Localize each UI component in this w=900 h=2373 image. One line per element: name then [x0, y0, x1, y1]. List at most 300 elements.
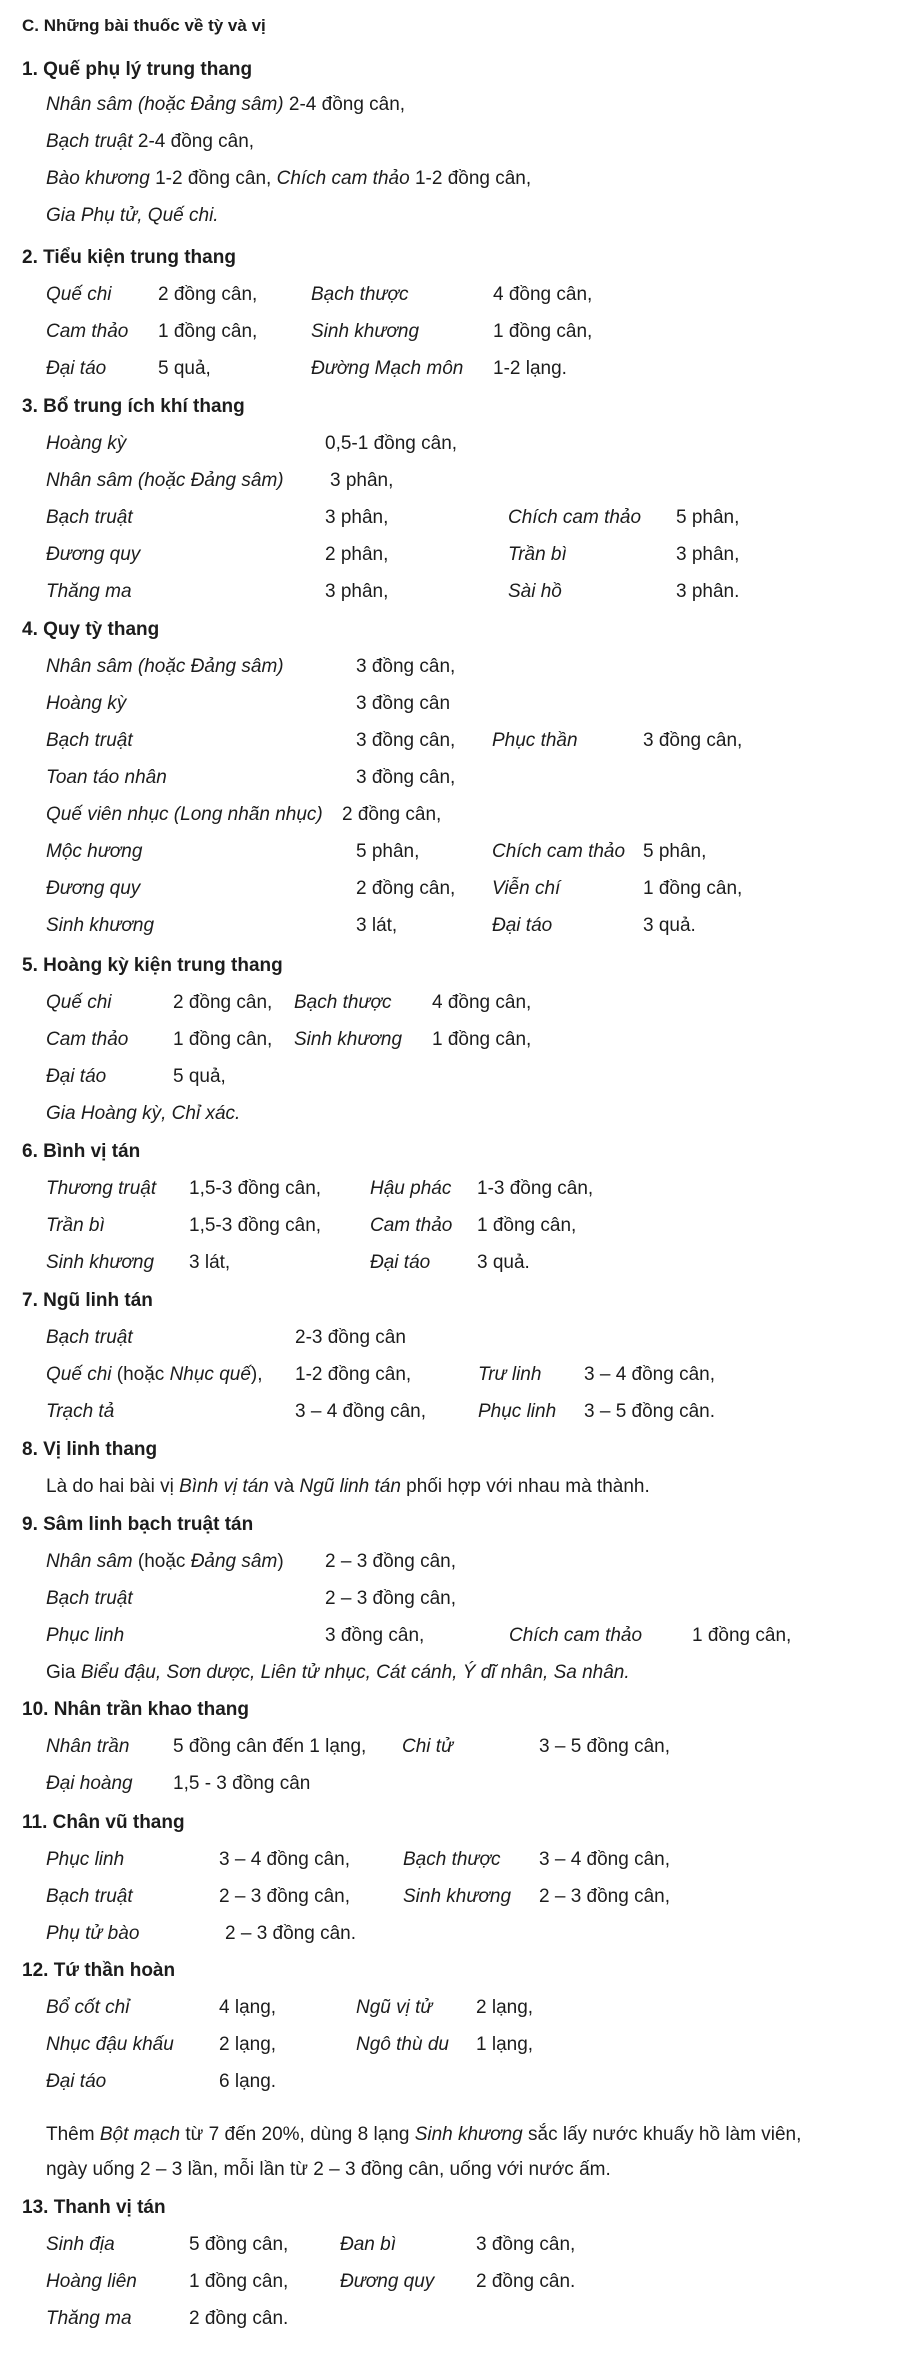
section-title: 2. Tiểu kiện trung thang — [22, 247, 236, 268]
text-segment: 3 đồng cân, — [356, 767, 456, 788]
text-segment: 2 lạng, — [219, 2034, 277, 2055]
dosage-cell — [325, 1624, 424, 1648]
text-segment: 3 quả. — [643, 915, 696, 936]
text-segment: 3 phân, — [330, 470, 394, 491]
ingredient-cell — [403, 1885, 511, 1909]
text-segment: Hoàng kỳ — [46, 433, 127, 454]
ingredient-cell — [46, 1550, 284, 1574]
ingredient-cell — [46, 1214, 105, 1238]
text-segment: 1 lạng, — [476, 2034, 534, 2055]
text-segment: Bào khương — [46, 168, 150, 189]
dosage-cell — [476, 2233, 575, 2257]
text-segment: 1-2 đồng cân, — [409, 168, 532, 189]
dosage-cell — [330, 469, 393, 493]
text-segment: Nhục quế — [169, 1364, 251, 1385]
dosage-cell — [173, 1028, 272, 1052]
text-segment: Là do hai bài vị — [46, 1476, 180, 1497]
text-segment: 3 đồng cân, — [643, 730, 743, 751]
ingredient-cell — [46, 1661, 630, 1685]
dosage-cell — [189, 2270, 288, 2294]
dosage-cell — [584, 1363, 715, 1387]
text-segment: 1-2 lạng. — [493, 358, 567, 379]
text-segment: 3 – 4 đồng cân, — [584, 1364, 715, 1385]
text-segment: Đại táo — [46, 2071, 107, 2092]
text-segment: Thăng ma — [46, 2308, 132, 2329]
text-segment: Toan táo nhân — [46, 767, 167, 788]
ingredient-cell — [508, 543, 567, 567]
text-segment: 4 lạng, — [219, 1997, 277, 2018]
ingredient-cell — [478, 1363, 541, 1387]
ingredient-cell — [46, 2070, 106, 2094]
text-segment: và — [268, 1476, 300, 1497]
text-segment: 1,5-3 đồng cân, — [189, 1178, 322, 1199]
ingredient-cell — [370, 1214, 452, 1238]
text-segment: 1-2 đồng cân, — [295, 1364, 412, 1385]
text-segment: Ngũ linh tán — [299, 1476, 401, 1497]
dosage-cell — [476, 2033, 533, 2057]
text-segment: Sinh khương — [311, 321, 420, 342]
text-segment: 1 đồng cân, — [189, 2271, 289, 2292]
text-segment: 5 quả, — [173, 1066, 226, 1087]
dosage-cell — [356, 655, 455, 679]
dosage-cell — [643, 729, 742, 753]
text-segment: 3 phân, — [325, 581, 389, 602]
text-segment: Phục linh — [46, 1625, 125, 1646]
dosage-cell — [356, 766, 455, 790]
ingredient-cell — [403, 1848, 500, 1872]
text-segment: Đường Mạch môn — [311, 358, 464, 379]
text-segment: ), — [250, 1364, 263, 1385]
text-segment: Đại táo — [370, 1252, 431, 1273]
text-segment: 2 đồng cân, — [173, 992, 273, 1013]
text-segment: Hoàng liên — [46, 2271, 137, 2292]
text-segment: Bạch thược — [311, 284, 409, 305]
ingredient-cell — [46, 167, 531, 191]
ingredient-cell — [46, 506, 133, 530]
section-title: 6. Bình vị tán — [22, 1141, 141, 1162]
ingredient-cell — [370, 1251, 430, 1275]
text-segment: 4 đồng cân, — [432, 992, 532, 1013]
text-segment: Bạch thược — [403, 1849, 501, 1870]
text-segment: Bạch truật — [46, 1588, 133, 1609]
dosage-cell — [356, 877, 455, 901]
text-segment: 2 – 3 đồng cân, — [325, 1588, 456, 1609]
text-segment: Viễn chí — [492, 878, 561, 899]
text-segment: Đại táo — [46, 358, 107, 379]
text-segment: 3 lát, — [356, 915, 398, 936]
dosage-cell — [173, 1735, 366, 1759]
text-segment: Quế viên nhục (Long nhãn nhục) — [46, 804, 323, 825]
text-segment: 3 đồng cân — [356, 693, 451, 714]
ingredient-cell — [294, 991, 391, 1015]
ingredient-cell — [46, 729, 133, 753]
text-segment: Sinh địa — [46, 2234, 115, 2255]
dosage-cell — [189, 1177, 321, 1201]
text-segment: Bình vị tán — [179, 1476, 269, 1497]
dosage-cell — [158, 357, 211, 381]
dosage-cell — [189, 1251, 230, 1275]
text-segment: Nhân sâm — [46, 1551, 133, 1572]
text-segment: Thương truật — [46, 1178, 157, 1199]
dosage-cell — [356, 692, 450, 716]
text-segment: 1,5 - 3 đồng cân — [173, 1773, 311, 1794]
ingredient-cell — [46, 1885, 133, 1909]
text-segment: Phục linh — [46, 1849, 125, 1870]
text-segment: 1 đồng cân, — [692, 1625, 792, 1646]
document-heading: C. Những bài thuốc về tỳ và vị — [22, 16, 266, 35]
ingredient-cell — [46, 766, 167, 790]
dosage-cell — [676, 543, 739, 567]
text-segment: 5 đồng cân đến 1 lạng, — [173, 1736, 367, 1757]
ingredient-cell — [46, 1251, 154, 1275]
text-segment: Bột mạch — [99, 2124, 181, 2145]
text-segment: (hoặc — [132, 1551, 191, 1572]
text-segment: Bạch truật — [46, 507, 133, 528]
text-segment: Bạch truật — [46, 730, 133, 751]
text-segment: Bạch thược — [294, 992, 392, 1013]
ingredient-cell — [46, 803, 323, 827]
text-segment: (hoặc — [111, 1364, 170, 1385]
ingredient-cell — [46, 1065, 106, 1089]
text-segment: Quế chi — [46, 284, 112, 305]
dosage-cell — [295, 1363, 411, 1387]
ingredient-cell — [46, 2307, 132, 2331]
text-segment: 3 đồng cân, — [356, 730, 456, 751]
text-segment: 3 – 5 đồng cân, — [539, 1736, 670, 1757]
ingredient-cell — [46, 543, 140, 567]
text-segment: Phục linh — [478, 1401, 557, 1422]
text-segment: 2 – 3 đồng cân. — [225, 1923, 356, 1944]
dosage-cell — [476, 1996, 533, 2020]
text-segment: 1 đồng cân, — [643, 878, 743, 899]
dosage-cell — [219, 1885, 350, 1909]
dosage-cell — [219, 1848, 350, 1872]
ingredient-cell — [492, 840, 625, 864]
dosage-cell — [356, 729, 455, 753]
dosage-cell — [692, 1624, 791, 1648]
text-segment: 2 đồng cân. — [476, 2271, 576, 2292]
text-segment: Phụ tử bào — [46, 1923, 140, 1944]
ingredient-cell — [492, 729, 578, 753]
ingredient-cell — [46, 2123, 801, 2147]
text-segment: 3 phân, — [325, 507, 389, 528]
ingredient-cell — [340, 2233, 396, 2257]
dosage-cell — [477, 1251, 530, 1275]
dosage-cell — [173, 1772, 310, 1796]
text-segment: Gia Phụ tử, Quế chi. — [46, 205, 219, 226]
ingredient-cell — [46, 991, 111, 1015]
text-segment: 1 đồng cân, — [477, 1215, 577, 1236]
text-segment: 2 đồng cân, — [158, 284, 258, 305]
dosage-cell — [158, 320, 257, 344]
dosage-cell — [173, 991, 272, 1015]
text-segment: 2 – 3 đồng cân, — [219, 1886, 350, 1907]
text-segment: 6 lạng. — [219, 2071, 277, 2092]
ingredient-cell — [492, 877, 560, 901]
text-segment: Nhân sâm (hoặc Đảng sâm) — [46, 94, 284, 115]
dosage-cell — [325, 1550, 456, 1574]
dosage-cell — [219, 1996, 276, 2020]
section-title: 1. Quế phụ lý trung thang — [22, 59, 253, 80]
ingredient-cell — [46, 1996, 129, 2020]
dosage-cell — [539, 1735, 670, 1759]
text-segment: Trần bì — [46, 1215, 105, 1236]
ingredient-cell — [294, 1028, 402, 1052]
text-segment: Nhân trần — [46, 1736, 130, 1757]
dosage-cell — [584, 1400, 715, 1424]
text-segment: 2 – 3 đồng cân, — [539, 1886, 670, 1907]
dosage-cell — [325, 580, 388, 604]
ingredient-cell — [46, 1587, 133, 1611]
text-segment: Phục thần — [492, 730, 578, 751]
dosage-cell — [158, 283, 257, 307]
text-segment: Gia — [46, 1662, 81, 1683]
dosage-cell — [493, 283, 592, 307]
text-segment: Ngô thù du — [356, 2034, 449, 2055]
text-segment: 5 phân, — [643, 841, 707, 862]
ingredient-cell — [356, 2033, 449, 2057]
dosage-cell — [325, 1587, 456, 1611]
text-segment: Chích cam thảo — [508, 507, 642, 528]
text-segment: Đại táo — [492, 915, 553, 936]
text-segment: từ 7 đến 20%, dùng 8 lạng — [180, 2124, 415, 2145]
ingredient-cell — [46, 1400, 114, 1424]
ingredient-cell — [46, 2233, 115, 2257]
section-title: 4. Quy tỳ thang — [22, 619, 160, 640]
text-segment: Mộc hương — [46, 841, 143, 862]
text-segment: Ngũ vị tử — [356, 1997, 433, 2018]
dosage-cell — [295, 1326, 406, 1350]
ingredient-cell — [46, 692, 126, 716]
text-segment: 5 phân, — [356, 841, 420, 862]
ingredient-cell — [46, 2158, 611, 2182]
ingredient-cell — [46, 840, 142, 864]
text-segment: Nhục đậu khấu — [46, 2034, 174, 2055]
dosage-cell — [356, 840, 419, 864]
text-segment: 2-4 đồng cân, — [132, 131, 255, 152]
ingredient-cell — [508, 506, 641, 530]
ingredient-cell — [509, 1624, 642, 1648]
ingredient-cell — [311, 357, 463, 381]
text-segment: Nhân sâm (hoặc Đảng sâm) — [46, 656, 284, 677]
text-segment: Đảng sâm — [190, 1551, 278, 1572]
text-segment: Trư linh — [478, 1364, 542, 1385]
ingredient-cell — [46, 1028, 128, 1052]
ingredient-cell — [356, 1996, 432, 2020]
dosage-cell — [476, 2270, 575, 2294]
text-segment: 2 đồng cân, — [356, 878, 456, 899]
ingredient-cell — [46, 1848, 124, 1872]
text-segment: 2 phân, — [325, 544, 389, 565]
ingredient-cell — [46, 655, 284, 679]
text-segment: 0,5-1 đồng cân, — [325, 433, 458, 454]
ingredient-cell — [46, 1363, 263, 1387]
text-segment: 4 đồng cân, — [493, 284, 593, 305]
section-title: 9. Sâm linh bạch truật tán — [22, 1514, 254, 1535]
section-title: 13. Thanh vị tán — [22, 2197, 166, 2218]
text-segment: Cam thảo — [46, 321, 129, 342]
text-segment: 3 đồng cân, — [476, 2234, 576, 2255]
text-segment: Đan bì — [340, 2234, 396, 2255]
text-segment: Bạch truật — [46, 131, 133, 152]
text-segment: 3 đồng cân, — [356, 656, 456, 677]
text-segment: sắc lấy nước khuấy hồ làm viên, — [522, 2124, 802, 2145]
ingredient-cell — [311, 283, 408, 307]
text-segment: 3 phân, — [676, 544, 740, 565]
ingredient-cell — [311, 320, 419, 344]
ingredient-cell — [46, 914, 154, 938]
ingredient-cell — [478, 1400, 556, 1424]
ingredient-cell — [46, 469, 284, 493]
dosage-cell — [643, 877, 742, 901]
section-title: 10. Nhân trần khao thang — [22, 1699, 249, 1720]
text-segment: Đại hoàng — [46, 1773, 133, 1794]
ingredient-cell — [46, 580, 132, 604]
ingredient-cell — [46, 130, 254, 154]
text-segment: 3 phân. — [676, 581, 740, 602]
text-segment: 2-4 đồng cân, — [283, 94, 406, 115]
text-segment: 2 đồng cân. — [189, 2308, 289, 2329]
text-segment: phối hợp với nhau mà thành. — [400, 1476, 650, 1497]
text-segment: Chích cam thảo — [492, 841, 626, 862]
text-segment: Cam thảo — [46, 1029, 129, 1050]
dosage-cell — [539, 1885, 670, 1909]
dosage-cell — [539, 1848, 670, 1872]
text-segment: 5 đồng cân, — [189, 2234, 289, 2255]
ingredient-cell — [370, 1177, 451, 1201]
ingredient-cell — [46, 1624, 124, 1648]
text-segment: Chi tử — [402, 1736, 454, 1757]
dosage-cell — [477, 1177, 593, 1201]
dosage-cell — [295, 1400, 426, 1424]
ingredient-cell — [46, 283, 111, 307]
ingredient-cell — [46, 2270, 137, 2294]
text-segment: 5 quả, — [158, 358, 211, 379]
ingredient-cell — [46, 1177, 156, 1201]
dosage-cell — [676, 580, 739, 604]
dosage-cell — [676, 506, 739, 530]
text-segment: 2-3 đồng cân — [295, 1327, 406, 1348]
text-segment: 3 – 4 đồng cân, — [219, 1849, 350, 1870]
text-segment: Trạch tả — [46, 1401, 115, 1422]
dosage-cell — [189, 2307, 288, 2331]
dosage-cell — [219, 2070, 276, 2094]
ingredient-cell — [46, 1922, 139, 1946]
text-segment: Bạch truật — [46, 1886, 133, 1907]
text-segment: Bổ cốt chỉ — [46, 1997, 130, 2018]
text-segment: Thêm — [46, 2124, 100, 2145]
text-segment: ngày uống 2 – 3 lần, mỗi lần từ 2 – 3 đồng cân, uống với nước ấm. — [46, 2159, 611, 2180]
ingredient-cell — [46, 1475, 650, 1499]
text-segment: Đương quy — [46, 878, 141, 899]
ingredient-cell — [508, 580, 562, 604]
section-title: 3. Bổ trung ích khí thang — [22, 396, 245, 417]
text-segment: Sài hồ — [508, 581, 562, 602]
text-segment: 1 đồng cân, — [493, 321, 593, 342]
section-title: 12. Tứ thần hoàn — [22, 1960, 176, 1981]
text-segment: 1-2 đồng cân, — [149, 168, 277, 189]
ingredient-cell — [46, 93, 405, 117]
text-segment: 3 lát, — [189, 1252, 231, 1273]
text-segment: Trần bì — [508, 544, 567, 565]
dosage-cell — [325, 506, 388, 530]
dosage-cell — [342, 803, 441, 827]
ingredient-cell — [46, 320, 128, 344]
ingredient-cell — [492, 914, 552, 938]
text-segment: 3 đồng cân, — [325, 1625, 425, 1646]
text-segment: Sinh khương — [46, 915, 155, 936]
ingredient-cell — [46, 1102, 240, 1126]
text-segment: ) — [277, 1551, 284, 1572]
dosage-cell — [493, 357, 567, 381]
text-segment: Sinh khương — [403, 1886, 512, 1907]
text-segment: Biểu đậu, Sơn dược, Liên tử nhục, Cát cánh, Ý dĩ nhân, Sa nhân. — [80, 1662, 630, 1683]
text-segment: 2 – 3 đồng cân, — [325, 1551, 456, 1572]
text-segment: 3 – 4 đồng cân, — [295, 1401, 426, 1422]
text-segment: Sinh khương — [414, 2124, 523, 2145]
text-segment: 5 phân, — [676, 507, 740, 528]
ingredient-cell — [46, 357, 106, 381]
text-segment: 1 đồng cân, — [158, 321, 258, 342]
text-segment: 1-3 đồng cân, — [477, 1178, 594, 1199]
text-segment: Bạch truật — [46, 1327, 133, 1348]
ingredient-cell — [340, 2270, 434, 2294]
dosage-cell — [325, 543, 388, 567]
text-segment: Thăng ma — [46, 581, 132, 602]
text-segment: 1 đồng cân, — [173, 1029, 273, 1050]
text-segment: Sinh khương — [294, 1029, 403, 1050]
text-segment: Chích cam thảo — [276, 168, 410, 189]
text-segment: 3 – 5 đồng cân. — [584, 1401, 715, 1422]
text-segment: Đương quy — [46, 544, 141, 565]
ingredient-cell — [46, 204, 219, 228]
ingredient-cell — [46, 1326, 133, 1350]
ingredient-cell — [46, 1735, 129, 1759]
ingredient-cell — [46, 432, 126, 456]
text-segment: Hậu phác — [370, 1178, 452, 1199]
section-title: 11. Chân vũ thang — [22, 1812, 185, 1833]
ingredient-cell — [46, 2033, 174, 2057]
ingredient-cell — [46, 1772, 133, 1796]
section-title: 5. Hoàng kỳ kiện trung thang — [22, 955, 283, 976]
dosage-cell — [643, 914, 696, 938]
dosage-cell — [643, 840, 706, 864]
dosage-cell — [356, 914, 397, 938]
text-segment: Quế chi — [46, 992, 112, 1013]
text-segment: 1 đồng cân, — [432, 1029, 532, 1050]
dosage-cell — [432, 1028, 531, 1052]
text-segment: 2 lạng, — [476, 1997, 534, 2018]
text-segment: Đại táo — [46, 1066, 107, 1087]
dosage-cell — [477, 1214, 576, 1238]
text-segment: Chích cam thảo — [509, 1625, 643, 1646]
ingredient-cell — [46, 877, 140, 901]
text-segment: Cam thảo — [370, 1215, 453, 1236]
text-segment: 1,5-3 đồng cân, — [189, 1215, 322, 1236]
text-segment: 2 đồng cân, — [342, 804, 442, 825]
text-segment: Gia Hoàng kỳ, Chỉ xác. — [46, 1103, 241, 1124]
section-title: 8. Vị linh thang — [22, 1439, 158, 1460]
ingredient-cell — [402, 1735, 453, 1759]
dosage-cell — [225, 1922, 356, 1946]
dosage-cell — [173, 1065, 226, 1089]
text-segment: Quế chi — [46, 1364, 112, 1385]
dosage-cell — [219, 2033, 276, 2057]
text-segment: Đương quy — [340, 2271, 435, 2292]
dosage-cell — [189, 1214, 321, 1238]
section-title: 7. Ngũ linh tán — [22, 1290, 153, 1311]
text-segment: Sinh khương — [46, 1252, 155, 1273]
